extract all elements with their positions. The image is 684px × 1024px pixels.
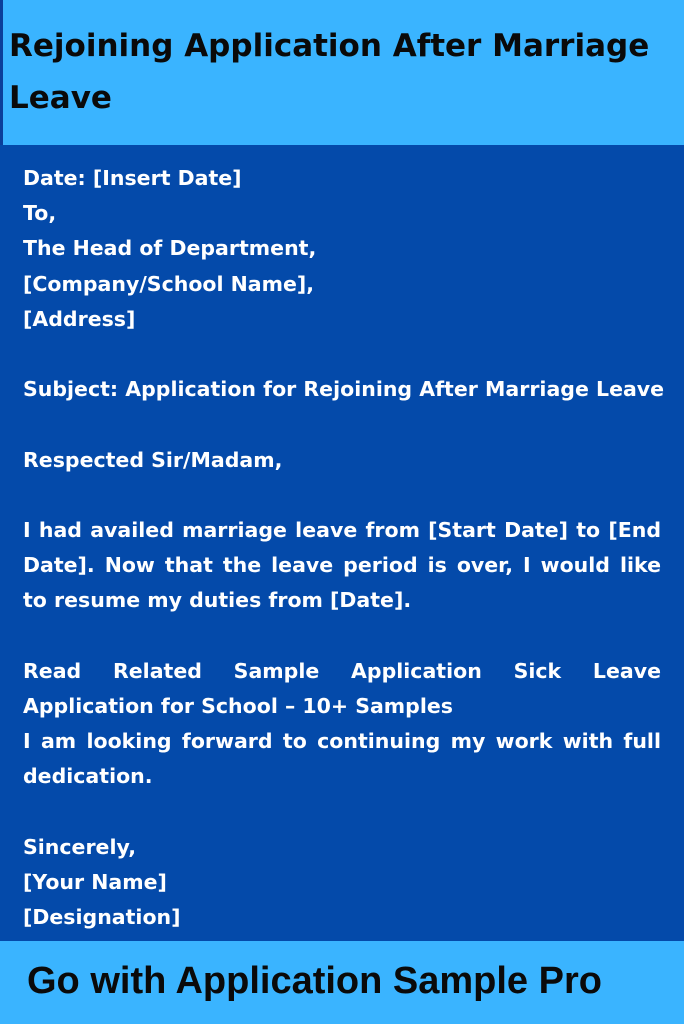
letter-sign-off: Sincerely, <box>23 834 137 859</box>
letter-name: [Your Name] <box>23 869 167 894</box>
spacer <box>23 407 661 442</box>
header-banner <box>0 0 684 145</box>
letter-to: To, <box>23 201 57 226</box>
related-line <box>23 654 661 689</box>
letter-designation: [Designation] <box>23 905 181 930</box>
letter-organization: [Company/School Name], <box>23 271 315 296</box>
related-link-part1[interactable]: Sick Leave <box>513 658 662 683</box>
spacer <box>23 794 661 829</box>
letter-salutation: Respected Sir/Madam, <box>23 447 283 472</box>
letter-recipient: The Head of Department, <box>23 236 317 261</box>
letter-address: [Address] <box>23 306 136 331</box>
letter-body-paragraph: I had availed marriage leave from [Start Date] to [End Date]. Now that the leave period is over, I would like to resume my duties from [Date]. <box>23 517 661 613</box>
spacer <box>23 618 661 653</box>
spacer <box>23 337 661 372</box>
letter-panel <box>0 145 684 941</box>
spacer <box>23 478 661 513</box>
page-title: Rejoining Application After Marriage Leave <box>9 28 650 116</box>
footer-tagline: Go with Application Sample Pro <box>27 960 602 1002</box>
letter-closing-paragraph: I am looking forward to continuing my work with full dedication. <box>23 729 661 789</box>
letter-body <box>23 161 665 935</box>
footer-banner <box>0 941 684 1024</box>
related-prefix: Read Related Sample Application <box>23 658 482 683</box>
related-link-line[interactable]: Application for School – 10+ Samples <box>23 693 453 718</box>
letter-date: Date: [Insert Date] <box>23 166 242 190</box>
letter-subject: Subject: Application for Rejoining After Marriage Leave <box>23 377 665 402</box>
